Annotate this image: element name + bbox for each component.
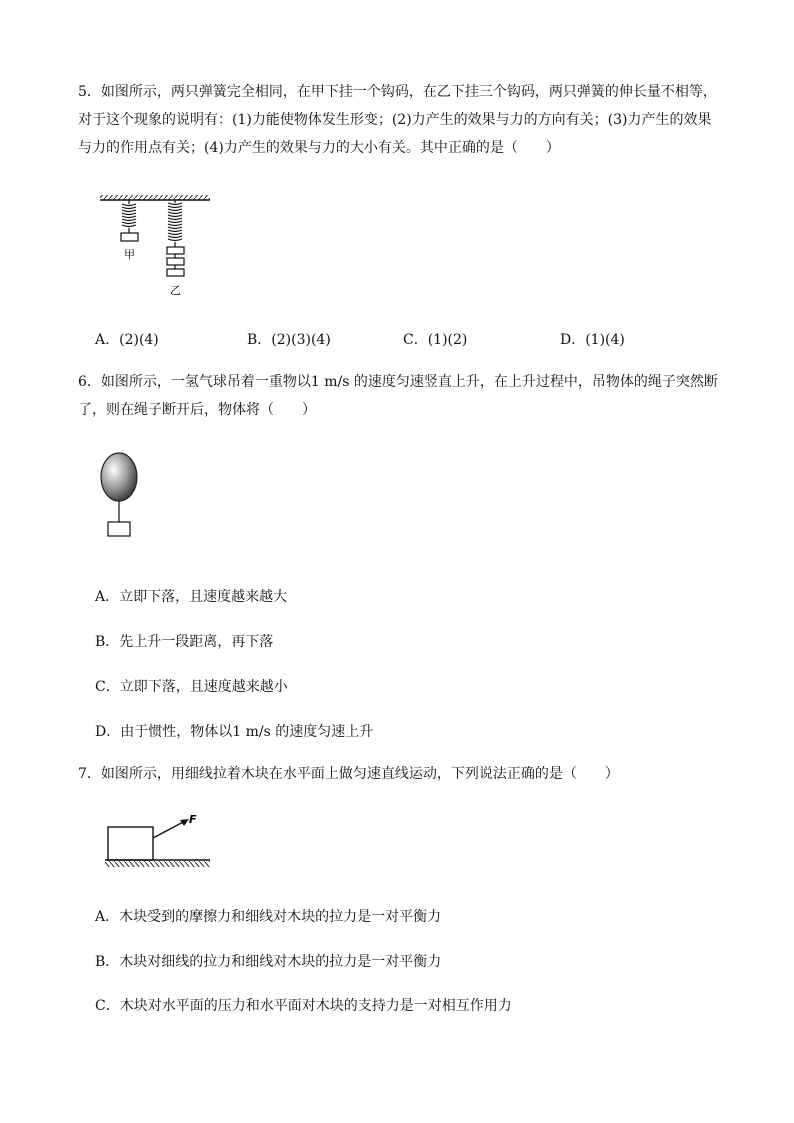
- question-6-text: 6．如图所示，一氢气球吊着一重物以1 m/s 的速度匀速竖直上升，在上升过程中，吊物体的绳子突然断了，则在绳子断开后，物体将（ ）: [78, 374, 718, 418]
- weight-yi-3: [167, 269, 184, 276]
- spring-yi: [168, 200, 182, 247]
- q7-option-a[interactable]: A．木块受到的摩擦力和细线对木块的拉力是一对平衡力: [95, 909, 442, 925]
- q7-block-figure: [100, 808, 215, 870]
- q5-option-d[interactable]: D．(1)(4): [560, 332, 625, 348]
- spring-jia: [122, 200, 136, 233]
- label-yi: 乙: [170, 284, 181, 297]
- q6-balloon-figure: [98, 450, 142, 542]
- question-7-text: 7．如图所示，用细线拉着木块在水平面上做匀速直线运动，下列说法正确的是（ ）: [78, 766, 619, 782]
- weight-jia: [121, 233, 138, 241]
- ground-hatch: [105, 861, 210, 867]
- balloon: [101, 453, 137, 501]
- force-label: F: [189, 813, 197, 826]
- wooden-block: [108, 827, 153, 860]
- q7-option-b[interactable]: B．木块对细线的拉力和细线对木块的拉力是一对平衡力: [95, 954, 442, 970]
- q6-option-a[interactable]: A．立即下落，且速度越来越大: [95, 589, 288, 605]
- q6-option-c[interactable]: C．立即下落，且速度越来越小: [95, 679, 288, 695]
- q6-option-d[interactable]: D．由于惯性，物体以1 m/s 的速度匀速上升: [95, 724, 374, 740]
- q5-option-a[interactable]: A．(2)(4): [95, 332, 159, 348]
- q6-option-b[interactable]: B．先上升一段距离，再下落: [95, 634, 274, 650]
- weight-yi-1: [167, 247, 184, 254]
- q5-option-b[interactable]: B．(2)(3)(4): [247, 332, 331, 348]
- weight-yi-2: [167, 258, 184, 265]
- q7-option-c[interactable]: C．木块对水平面的压力和水平面对木块的支持力是一对相互作用力: [95, 998, 512, 1014]
- label-jia: 甲: [124, 248, 135, 261]
- heavy-object: [108, 522, 130, 536]
- q5-spring-figure: [95, 192, 215, 300]
- q5-option-c[interactable]: C．(1)(2): [403, 332, 468, 348]
- question-5-text: 5．如图所示，两只弹簧完全相同，在甲下挂一个钩码，在乙下挂三个钩码，两只弹簧的伸长量不相等，对于这个现象的说明有：(1)力能使物体发生形变；(2)力产生的效果与力的方向有关；(3)力产生的效果与力的作用点有关；(4)力产生的效果与力的大小有关。其中正确的是（ ）: [78, 84, 717, 156]
